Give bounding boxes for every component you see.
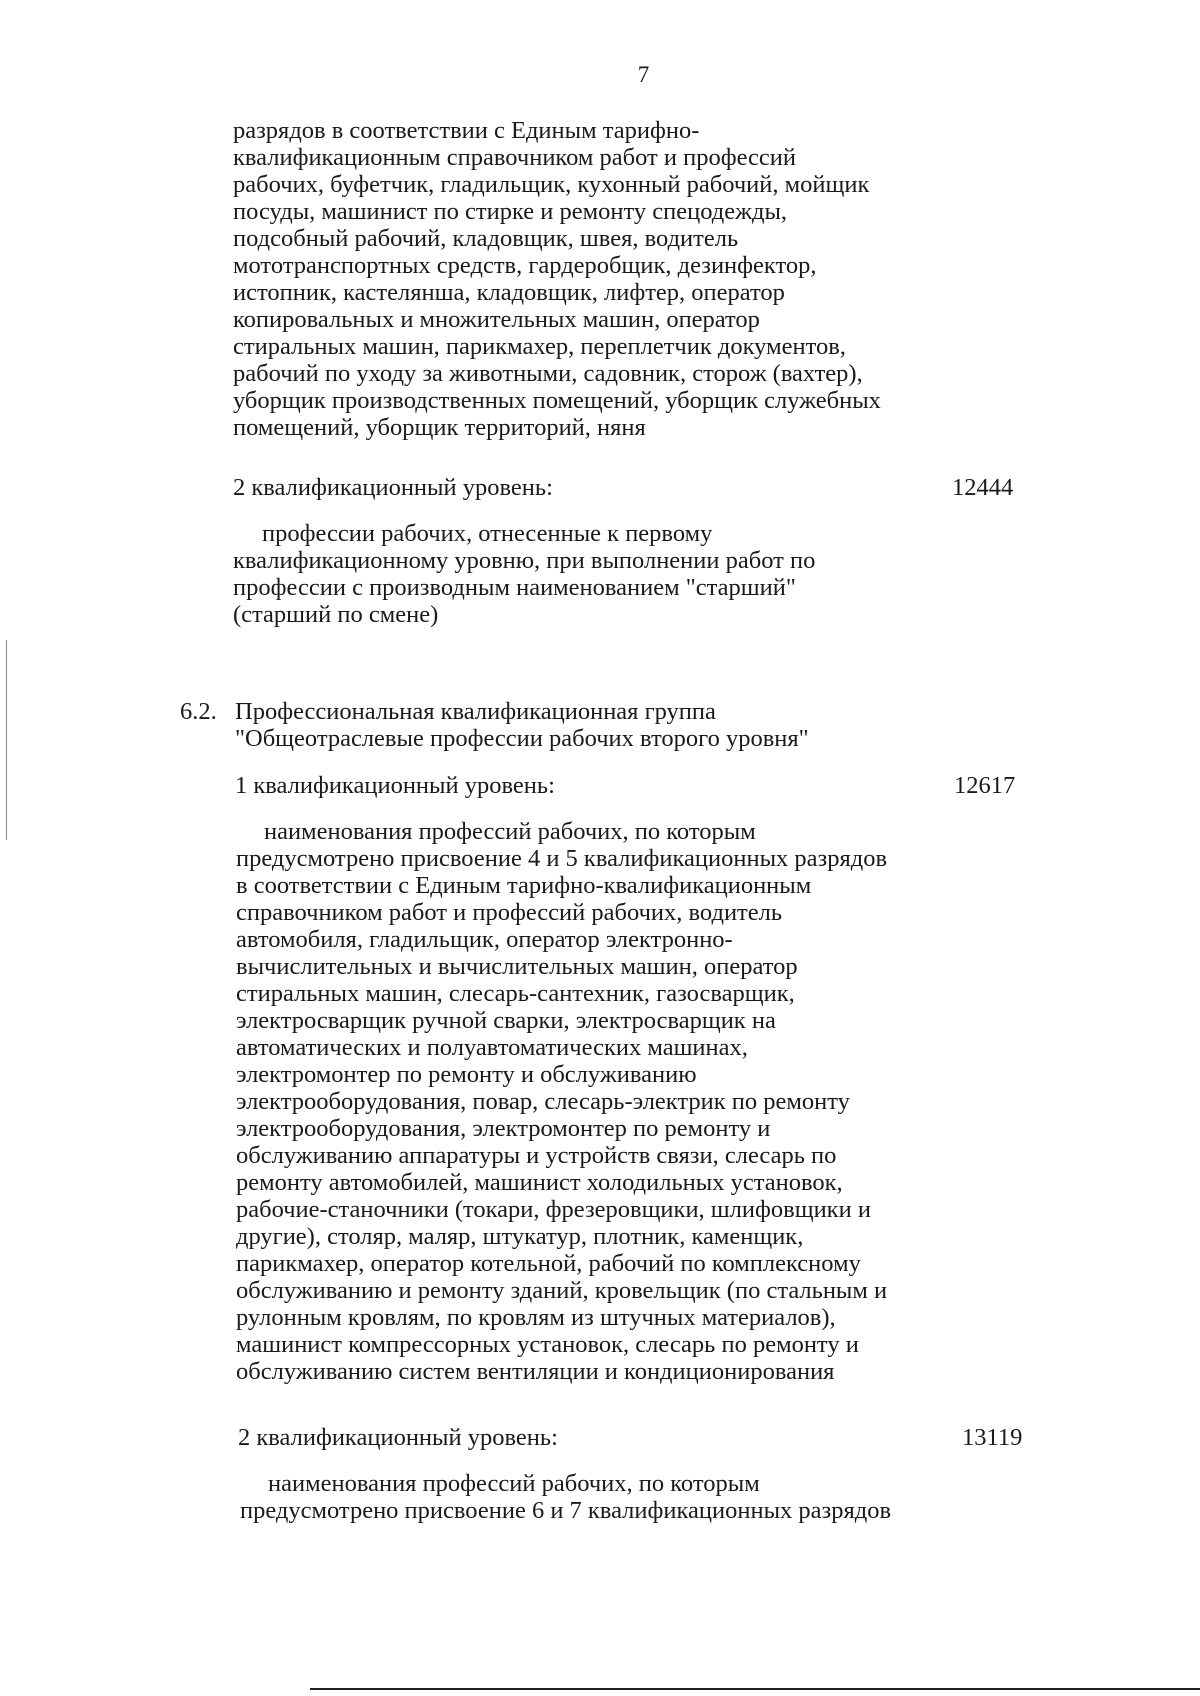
text-line: квалификационному уровню, при выполнении работ по (233, 547, 816, 574)
text-line: машинист компрессорных установок, слесарь по ремонту и (236, 1331, 859, 1358)
text-line: другие), столяр, маляр, штукатур, плотник, каменщик, (236, 1223, 804, 1250)
text-line: профессии с производным наименованием "старший" (233, 574, 796, 601)
text-line: электросварщик ручной сварки, электросварщик на (236, 1007, 776, 1034)
text-line: стиральных машин, слесарь-сантехник, газосварщик, (236, 980, 795, 1007)
text-line: обслуживанию аппаратуры и устройств связи, слесарь по (236, 1142, 837, 1169)
text-line: в соответствии с Единым тарифно-квалификационным (236, 872, 812, 899)
text-line: ремонту автомобилей, машинист холодильных установок, (236, 1169, 843, 1196)
level-1-description (236, 818, 887, 1385)
level-1-label: 1 квалификационный уровень: (235, 772, 555, 799)
level-2b-salary: 13119 (962, 1424, 1023, 1451)
text-line: Профессиональная квалификационная группа (235, 698, 716, 725)
level-2-description (233, 520, 815, 628)
text-line: рулонным кровлям, по кровлям из штучных материалов), (236, 1304, 836, 1331)
text-line: рабочий по уходу за животными, садовник, сторож (вахтер), (233, 360, 863, 387)
level-2-salary: 12444 (952, 474, 1014, 501)
section-title (235, 698, 809, 752)
page-number: 7 (637, 62, 650, 87)
text-line: автоматических и полуавтоматических машинах, (236, 1034, 748, 1061)
text-line: предусмотрено присвоение 6 и 7 квалификационных разрядов (240, 1497, 892, 1524)
text-line: предусмотрено присвоение 4 и 5 квалификационных разрядов (236, 845, 888, 872)
text-line: посуды, машинист по стирке и ремонту спецодежды, (233, 198, 788, 225)
text-line: подсобный рабочий, кладовщик, швея, водитель (233, 225, 739, 252)
text-line: помещений, уборщик территорий, няня (233, 414, 646, 441)
text-line: копировальных и множительных машин, оператор (233, 306, 760, 333)
text-line: автомобиля, гладильщик, оператор электронно- (236, 926, 733, 953)
section-number: 6.2. (180, 698, 217, 725)
text-line: рабочих, буфетчик, гладильщик, кухонный рабочий, мойщик (233, 171, 870, 198)
text-line: профессии рабочих, отнесенные к первому (262, 520, 713, 547)
text-line: наименования профессий рабочих, по которым (264, 818, 756, 845)
level-1-salary: 12617 (954, 772, 1016, 799)
text-line: мототранспортных средств, гардеробщик, дезинфектор, (233, 252, 817, 279)
text-line: рабочие-станочники (токари, фрезеровщики, шлифовщики и (236, 1196, 871, 1223)
text-line: наименования профессий рабочих, по которым (268, 1470, 760, 1497)
text-line: электрооборудования, электромонтер по ремонту и (236, 1115, 771, 1142)
text-line: стиральных машин, парикмахер, переплетчик документов, (233, 333, 846, 360)
text-line: электромонтер по ремонту и обслуживанию (236, 1061, 697, 1088)
level-2b-description (240, 1470, 891, 1524)
text-line: справочником работ и профессий рабочих, водитель (236, 899, 783, 926)
top-paragraph (233, 117, 881, 441)
text-line: обслуживанию и ремонту зданий, кровельщик (по стальным и (236, 1277, 888, 1304)
text-line: вычислительных и вычислительных машин, оператор (236, 953, 798, 980)
text-line: (старший по смене) (233, 601, 439, 628)
text-line: обслуживанию систем вентиляции и кондиционирования (236, 1358, 835, 1385)
text-line: "Общеотраслевые профессии рабочих второго уровня" (235, 725, 809, 752)
text-line: истопник, кастелянша, кладовщик, лифтер, оператор (233, 279, 785, 306)
level-2b-label: 2 квалификационный уровень: (238, 1424, 558, 1451)
text-line: электрооборудования, повар, слесарь-электрик по ремонту (236, 1088, 850, 1115)
level-2-label: 2 квалификационный уровень: (233, 474, 553, 501)
scan-edge-left (6, 640, 7, 840)
text-line: квалификационным справочником работ и профессий (233, 144, 797, 171)
text-line: разрядов в соответствии с Единым тарифно- (233, 117, 700, 144)
text-line: парикмахер, оператор котельной, рабочий по комплексному (236, 1250, 861, 1277)
text-line: уборщик производственных помещений, уборщик служебных (233, 387, 881, 414)
scan-edge-bottom (310, 1688, 1200, 1690)
